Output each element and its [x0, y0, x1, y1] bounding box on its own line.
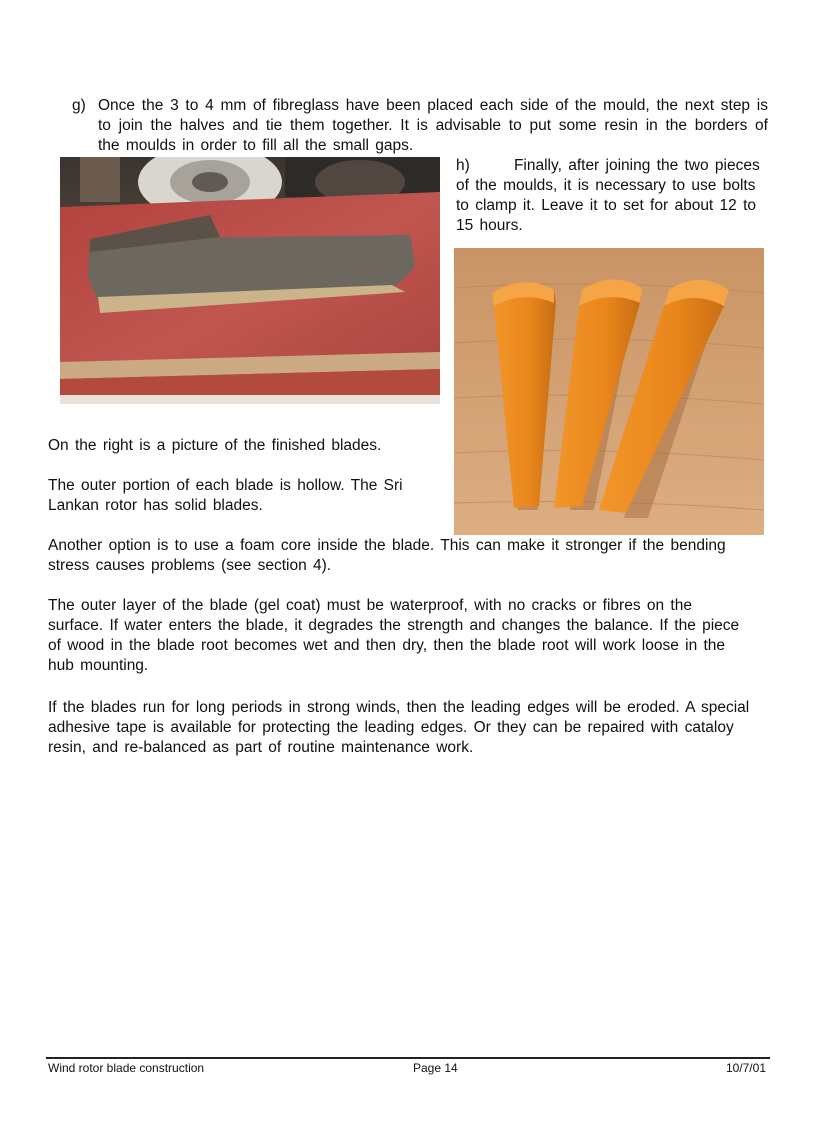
leading-edge-erosion-paragraph: If the blades run for long periods in strong winds, then the leading edges will be eroded. A special adhesive tape is available for protecting the leading edges. Or they can be repaired with cataloy resin, and re-balanced as part of routine maintenance work.	[48, 699, 750, 756]
finished-blades-paragraph: On the right is a picture of the finished blades.	[48, 437, 382, 454]
finished-blades-image	[454, 248, 764, 535]
gel-coat-paragraph: The outer layer of the blade (gel coat) must be waterproof, with no cracks or fibres on the surface. If water enters the blade, it degrades the strength and changes the balance. If the piece of wood in the blade root becomes wet and then dry, then the blade root will work loose in the hub mounting.	[48, 597, 740, 674]
step-h-paragraph	[456, 156, 764, 236]
step-g-paragraph	[72, 96, 768, 156]
step-h-text	[456, 156, 764, 236]
footer-date: 10/7/01	[725, 1061, 766, 1075]
step-h-marker: h)	[456, 157, 470, 174]
hollow-blade-paragraph: The outer portion of each blade is hollow. The Sri Lankan rotor has solid blades.	[48, 477, 403, 514]
foam-core-paragraph: Another option is to use a foam core inside the blade. This can make it stronger if the bending stress causes problems (see section 4).	[48, 537, 726, 574]
footer-document-title: Wind rotor blade construction	[48, 1061, 205, 1075]
footer-page-number: Page 14	[413, 1061, 458, 1075]
footer-divider	[46, 1057, 770, 1059]
mould-photo	[60, 157, 440, 404]
finished-blades-photo	[454, 248, 764, 535]
mould-photo-image	[60, 157, 440, 404]
step-h-body: Finally, after joining the two pieces of the moulds, it is necessary to use bolts to clamp it. Leave it to set for about 12 to 15 hours.	[456, 157, 760, 234]
step-g-marker: g)	[72, 97, 86, 114]
step-g-text: Once the 3 to 4 mm of fibreglass have been placed each side of the mould, the next step is to join the halves and tie them together. It is advisable to put some resin in the borders of the moulds in order to fill all the small gaps.	[98, 97, 768, 154]
